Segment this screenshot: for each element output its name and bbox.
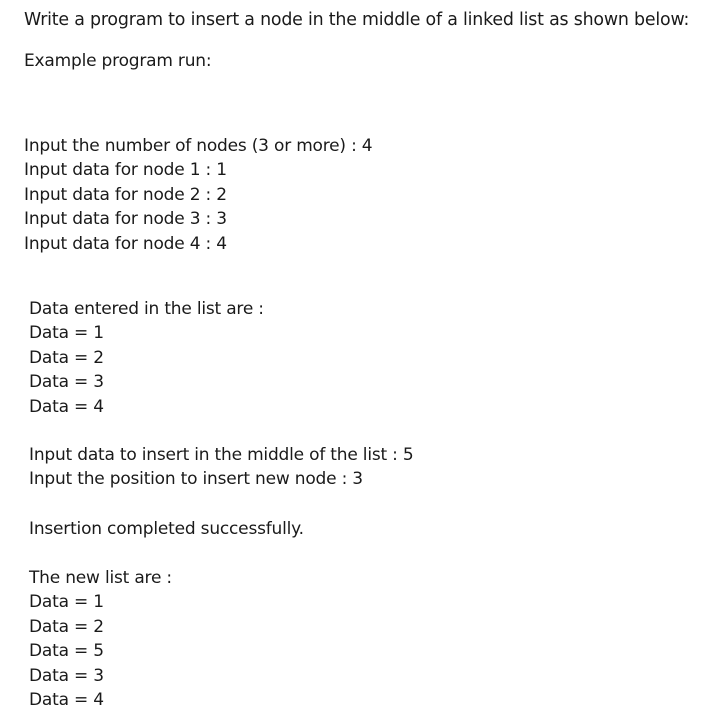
- status-block: [29, 517, 304, 541]
- input-line: Input data for node 1 : 1: [24, 160, 227, 181]
- new-list-line: Data = 3: [29, 665, 104, 686]
- new-list-block: [29, 566, 172, 712]
- entered-data-line: Data = 2: [29, 347, 104, 368]
- new-list-line: Data = 4: [29, 690, 104, 711]
- entered-data-block: [29, 297, 264, 419]
- input-prompts-block: [24, 134, 372, 256]
- insert-data-line: Input data to insert in the middle of the list : 5: [29, 445, 414, 465]
- new-list-line: Data = 1: [29, 592, 104, 613]
- entered-data-line: Data = 3: [29, 372, 104, 393]
- entered-heading: Data entered in the list are :: [29, 299, 264, 319]
- input-line: Input data for node 4 : 4: [24, 233, 227, 254]
- insert-prompts-block: [29, 443, 414, 492]
- new-list-heading: The new list are :: [29, 568, 172, 588]
- input-line: Input data for node 3 : 3: [24, 209, 227, 230]
- entered-data-line: Data = 4: [29, 396, 104, 417]
- entered-data-line: Data = 1: [29, 323, 104, 344]
- new-list-line: Data = 5: [29, 641, 104, 662]
- new-list-line: Data = 2: [29, 616, 104, 637]
- example-label: Example program run:: [24, 51, 212, 71]
- input-line: Input data for node 2 : 2: [24, 184, 227, 205]
- problem-statement: Write a program to insert a node in the middle of a linked list as shown below:: [24, 10, 690, 30]
- insert-position-line: Input the position to insert new node : 3: [29, 469, 363, 490]
- input-line: Input the number of nodes (3 or more) : 4: [24, 136, 373, 156]
- status-message: Insertion completed successfully.: [29, 519, 304, 539]
